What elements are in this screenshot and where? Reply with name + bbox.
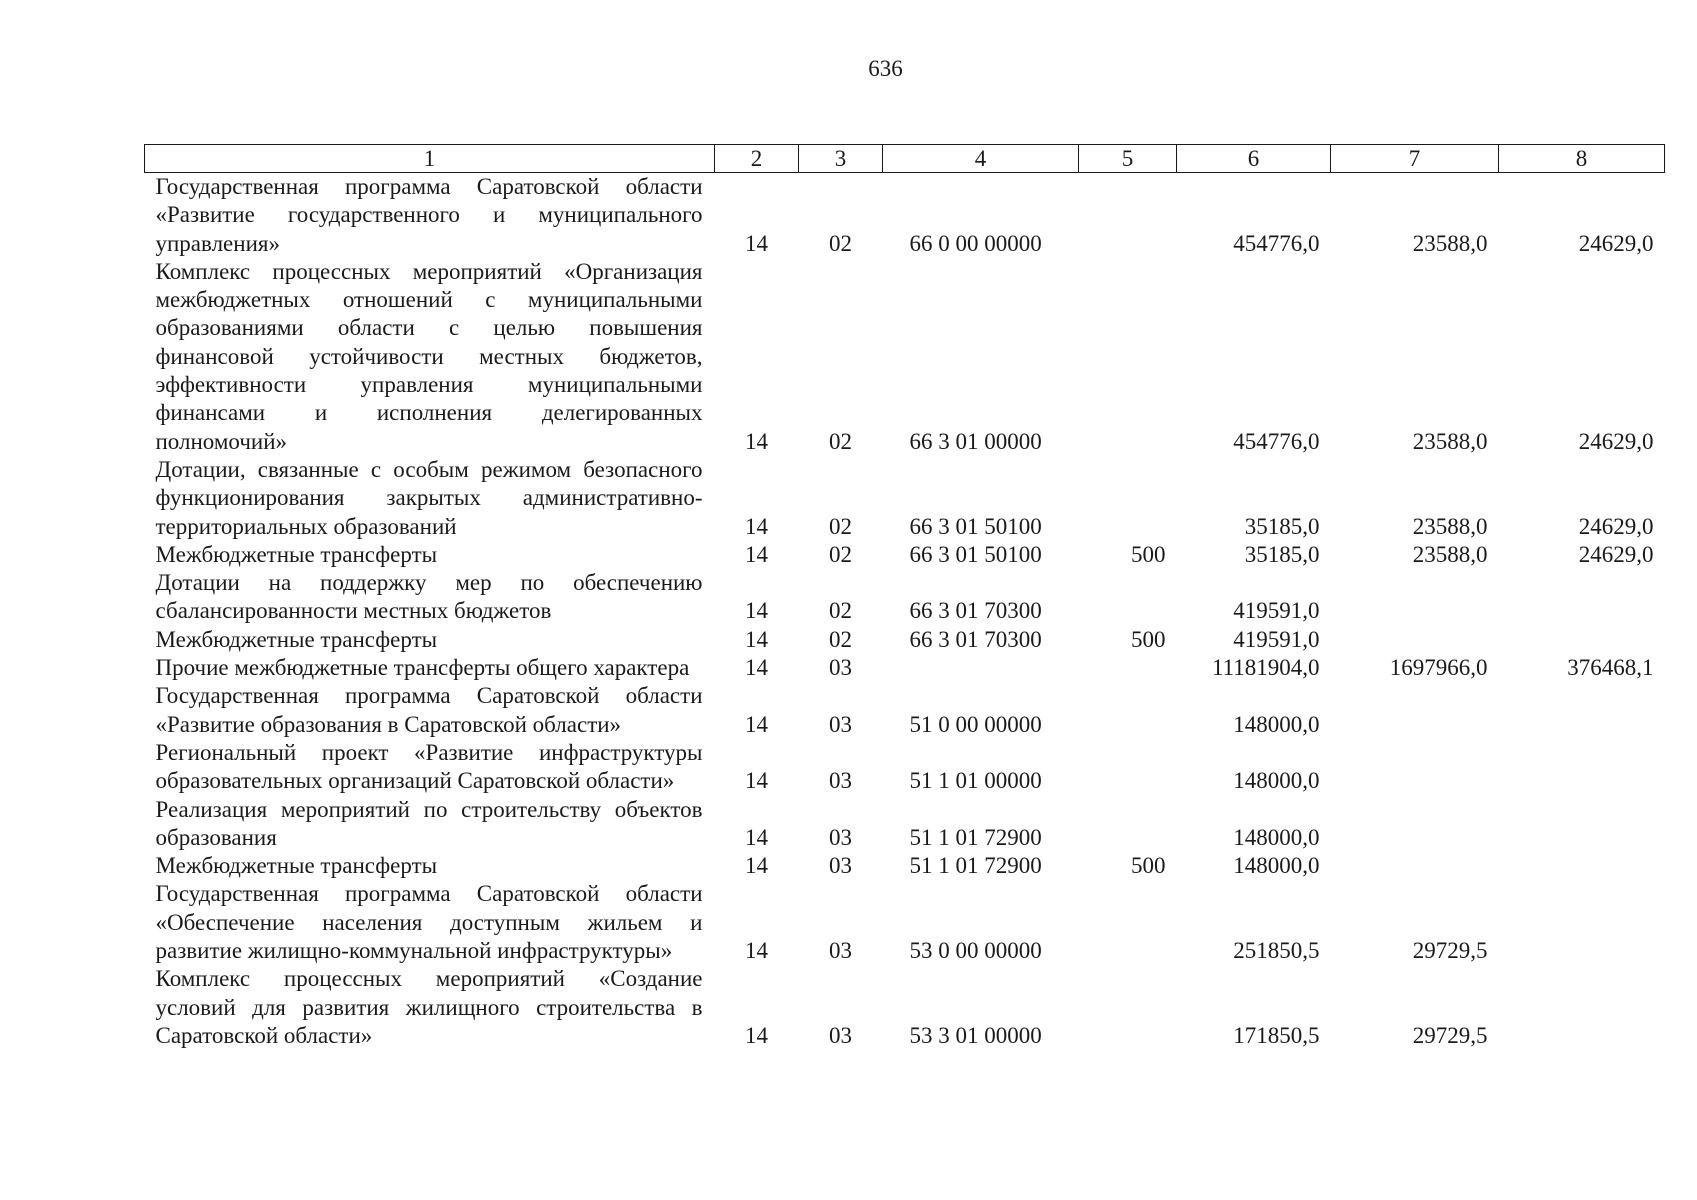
header-row: [145, 145, 1665, 173]
row-expense-type: [1079, 796, 1177, 853]
table-row: [145, 569, 1665, 626]
header-col-4: 4: [883, 145, 1079, 173]
row-target-code: 51 1 01 72900: [909, 824, 1042, 850]
page-number: 636: [868, 56, 903, 81]
row-amount-8: [1499, 682, 1665, 739]
table-row: [145, 852, 1665, 880]
row-section: 14: [745, 513, 768, 539]
row-expense-type: [1079, 965, 1177, 1050]
row-name: Межбюджетные трансферты: [155, 541, 438, 567]
table-row: [145, 654, 1665, 682]
row-section: 14: [745, 541, 768, 567]
row-amount-7: [1331, 626, 1499, 654]
row-amount-8: 24629,0: [1578, 428, 1654, 454]
budget-table: [144, 144, 1665, 1050]
row-amount-7: 23588,0: [1412, 513, 1488, 539]
row-section: 14: [745, 230, 768, 256]
table-row: [145, 739, 1665, 796]
row-amount-8: [1499, 852, 1665, 880]
row-amount-7: 29729,5: [1412, 938, 1488, 964]
row-name: Государственная программа Саратовской области «Обеспечение населения доступным жильем и развитие жилищно-коммунальной инфраструктуры»: [155, 881, 703, 964]
row-amount-8: [1499, 569, 1665, 626]
row-target-code: 66 3 01 50100: [909, 541, 1042, 567]
row-subsection: 03: [829, 824, 852, 850]
table-row: [145, 682, 1665, 739]
row-name: Реализация мероприятий по строительству объектов образования: [155, 796, 703, 850]
row-amount-8: 24629,0: [1578, 230, 1654, 256]
row-amount-7: 1697966,0: [1389, 655, 1488, 681]
row-amount-6: 171850,5: [1233, 1022, 1320, 1048]
row-amount-8: 24629,0: [1578, 541, 1654, 567]
row-amount-6: 35185,0: [1244, 541, 1320, 567]
table-row: [145, 258, 1665, 456]
row-amount-6: 11181904,0: [1211, 655, 1320, 681]
row-section: 14: [745, 711, 768, 737]
row-amount-7: 23588,0: [1412, 541, 1488, 567]
row-expense-type: 500: [1131, 853, 1166, 879]
row-target-code: [883, 654, 1079, 682]
row-name: Государственная программа Саратовской области «Развитие государственного и муниципального управления»: [155, 174, 703, 256]
row-target-code: 51 0 00 00000: [909, 711, 1042, 737]
row-section: 14: [745, 626, 768, 652]
row-amount-6: 148000,0: [1233, 711, 1320, 737]
row-amount-6: 148000,0: [1233, 768, 1320, 794]
row-expense-type: [1079, 682, 1177, 739]
row-name: Комплекс процессных мероприятий «Организация межбюджетных отношений с муниципальными образованиями области с целью повышения финансовой устойчивости местных бюджетов, эффективности управления муниципальными финансами и исполнения делегированных полномочий»: [155, 258, 703, 454]
row-expense-type: 500: [1131, 541, 1166, 567]
header-col-2: 2: [715, 145, 799, 173]
row-expense-type: [1079, 456, 1177, 541]
row-expense-type: [1079, 654, 1177, 682]
row-target-code: 66 0 00 00000: [909, 230, 1042, 256]
row-section: 14: [745, 428, 768, 454]
row-amount-6: 419591,0: [1233, 598, 1320, 624]
row-subsection: 02: [829, 428, 852, 454]
row-amount-7: 23588,0: [1412, 428, 1488, 454]
header-col-8: 8: [1499, 145, 1665, 173]
row-name: Прочие межбюджетные трансферты общего характера: [155, 655, 690, 681]
row-name: Дотации на поддержку мер по обеспечению сбалансированности местных бюджетов: [155, 570, 703, 624]
row-section: 14: [745, 824, 768, 850]
row-subsection: 03: [829, 853, 852, 879]
row-target-code: 66 3 01 70300: [909, 626, 1042, 652]
row-subsection: 02: [829, 541, 852, 567]
row-expense-type: 500: [1131, 626, 1166, 652]
row-name: Межбюджетные трансферты: [155, 853, 438, 879]
row-name: Государственная программа Саратовской области «Развитие образования в Саратовской области»: [155, 683, 703, 737]
table-header: [145, 145, 1665, 173]
row-name: Региональный проект «Развитие инфраструктуры образовательных организаций Саратовской области»: [155, 739, 703, 794]
table-row: [145, 456, 1665, 541]
row-amount-6: 419591,0: [1233, 626, 1320, 652]
header-col-6: 6: [1177, 145, 1331, 173]
row-name: Комплекс процессных мероприятий «Создание условий для развития жилищного строительства в Саратовской области»: [155, 966, 703, 1048]
row-amount-7: [1331, 796, 1499, 853]
row-amount-6: 454776,0: [1233, 230, 1320, 256]
table-row: [145, 880, 1665, 965]
row-amount-7: [1331, 569, 1499, 626]
row-section: 14: [745, 655, 768, 681]
header-col-1: 1: [145, 145, 715, 173]
row-subsection: 02: [829, 626, 852, 652]
row-name: Дотации, связанные с особым режимом безопасного функционирования закрытых административно-территориальных образований: [155, 456, 703, 539]
row-amount-7: 23588,0: [1412, 230, 1488, 256]
header-col-5: 5: [1079, 145, 1177, 173]
row-amount-7: [1331, 682, 1499, 739]
table-row: [145, 796, 1665, 853]
row-amount-6: 35185,0: [1244, 513, 1320, 539]
row-amount-7: 29729,5: [1412, 1022, 1488, 1048]
row-amount-8: [1499, 796, 1665, 853]
table-row: [145, 173, 1665, 258]
row-amount-8: [1499, 626, 1665, 654]
row-subsection: 03: [829, 655, 852, 681]
row-amount-6: 454776,0: [1233, 428, 1320, 454]
row-amount-8: [1499, 880, 1665, 965]
row-target-code: 66 3 01 00000: [909, 428, 1042, 454]
row-amount-7: [1331, 852, 1499, 880]
row-expense-type: [1079, 258, 1177, 456]
table-body: [145, 173, 1665, 1051]
row-amount-8: 376468,1: [1567, 655, 1654, 681]
row-section: 14: [745, 938, 768, 964]
row-amount-6: 251850,5: [1233, 938, 1320, 964]
row-expense-type: [1079, 173, 1177, 258]
row-name: Межбюджетные трансферты: [155, 626, 438, 652]
row-amount-6: 148000,0: [1233, 853, 1320, 879]
row-subsection: 03: [829, 938, 852, 964]
row-subsection: 03: [829, 768, 852, 794]
row-amount-8: 24629,0: [1578, 513, 1654, 539]
row-target-code: 53 0 00 00000: [909, 938, 1042, 964]
row-section: 14: [745, 853, 768, 879]
table-row: [145, 541, 1665, 569]
row-subsection: 03: [829, 711, 852, 737]
row-target-code: 53 3 01 00000: [909, 1022, 1042, 1048]
row-target-code: 51 1 01 72900: [909, 853, 1042, 879]
row-amount-6: 148000,0: [1233, 824, 1320, 850]
row-subsection: 02: [829, 513, 852, 539]
header-col-7: 7: [1331, 145, 1499, 173]
row-amount-8: [1499, 739, 1665, 796]
row-subsection: 02: [829, 598, 852, 624]
table-row: [145, 965, 1665, 1050]
row-amount-8: [1499, 965, 1665, 1050]
row-subsection: 03: [829, 1022, 852, 1048]
header-col-3: 3: [799, 145, 883, 173]
row-expense-type: [1079, 739, 1177, 796]
row-target-code: 66 3 01 70300: [909, 598, 1042, 624]
row-target-code: 51 1 01 00000: [909, 768, 1042, 794]
row-subsection: 02: [829, 230, 852, 256]
row-amount-7: [1331, 739, 1499, 796]
row-expense-type: [1079, 569, 1177, 626]
row-section: 14: [745, 768, 768, 794]
row-section: 14: [745, 1022, 768, 1048]
row-expense-type: [1079, 880, 1177, 965]
table-row: [145, 626, 1665, 654]
row-target-code: 66 3 01 50100: [909, 513, 1042, 539]
row-section: 14: [745, 598, 768, 624]
